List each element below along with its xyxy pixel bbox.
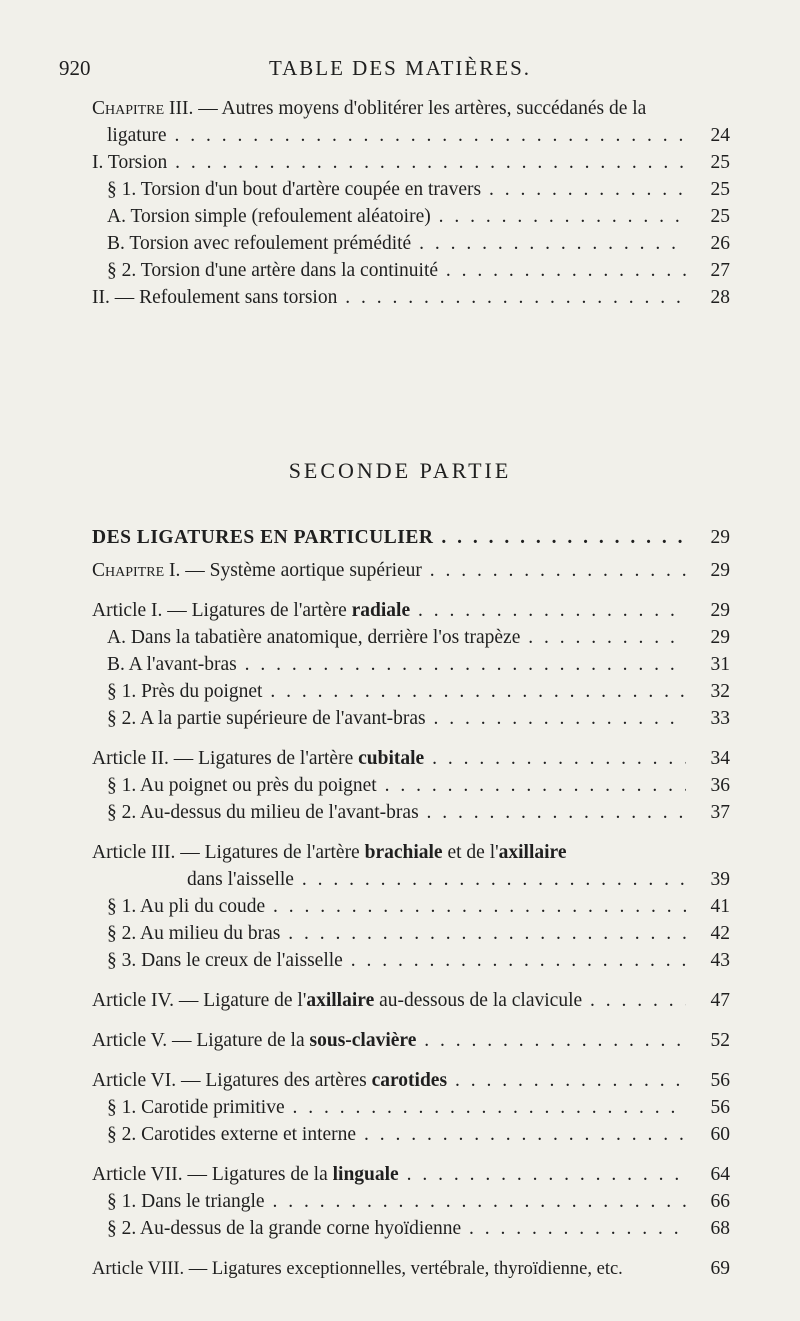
entry-text: A. Torsion simple (refoulement aléatoire) . . . [107, 204, 707, 230]
entry-text: II. — Refoulement sans torsion . . . [92, 285, 707, 311]
entry-text: ligature . . . [107, 123, 707, 149]
entry-page: 26 [686, 231, 730, 257]
entry-text: Article VII. — Ligatures de la [92, 1164, 333, 1185]
entry-page: 43 [686, 948, 730, 974]
entry-page: 56 [686, 1095, 730, 1121]
entry-text: Article I. — Ligatures de l'artère [92, 600, 352, 621]
entry-page: 68 [686, 1216, 730, 1242]
toc-entry [0, 894, 800, 920]
entry-page: 29 [686, 625, 730, 651]
artery-name: axillaire [498, 842, 567, 863]
entry-page: 37 [686, 800, 730, 826]
entry-text: A. Dans la tabatière anatomique, derrière l'os trapèze . . . [107, 625, 707, 651]
entry-text: § 1. Près du poignet . . . [107, 679, 707, 705]
entry-text: B. Torsion avec refoulement prémédité . . . [107, 231, 707, 257]
toc-entry [0, 1216, 800, 1242]
entry-text: § 2. Carotides externe et interne . . . [107, 1122, 707, 1148]
entry-text: § 3. Dans le creux de l'aisselle . . . [107, 948, 707, 974]
entry-text: § 1. Au poignet ou près du poignet . . . [107, 773, 707, 799]
toc-entry [0, 800, 800, 826]
entry-text: § 1. Torsion d'un bout d'artère coupée en travers . . . [107, 177, 707, 203]
artery-name: cubitale [358, 748, 425, 769]
part-title: SECONDE PARTIE [288, 458, 512, 483]
entry-page: 29 [686, 558, 730, 584]
entry-page: 24 [686, 123, 730, 149]
entry-text: au-dessous de la clavicule [374, 990, 583, 1011]
artery-name: axillaire [306, 990, 375, 1011]
toc-entry [0, 988, 800, 1014]
entry-page: 29 [686, 525, 730, 551]
entry-text: § 2. A la partie supérieure de l'avant-bras . . . [107, 706, 707, 732]
toc-entry [0, 177, 800, 203]
toc-entry [0, 96, 800, 122]
entry-page: 31 [686, 652, 730, 678]
artery-name: radiale [351, 600, 411, 621]
toc-entry [0, 598, 800, 624]
toc-entry [0, 1028, 800, 1054]
entry-text: § 1. Carotide primitive . . . [107, 1095, 707, 1121]
entry-page: 52 [686, 1028, 730, 1054]
toc-entry [0, 921, 800, 947]
entry-page: 39 [686, 867, 730, 893]
entry-page: 66 [686, 1189, 730, 1215]
entry-page: 56 [686, 1068, 730, 1094]
entry-page: 42 [686, 921, 730, 947]
chapter-label: Chapitre [92, 98, 165, 119]
chapter-label: Chapitre [92, 560, 165, 581]
toc-entry [0, 948, 800, 974]
entry-text: Article IV. — Ligature de l' [92, 990, 307, 1011]
entry-text: dans l'aisselle . . . [187, 867, 707, 893]
entry-page: 29 [686, 598, 730, 624]
artery-name: brachiale [364, 842, 443, 863]
toc-entry [0, 1162, 800, 1188]
entry-text: DES LIGATURES EN PARTICULIER . . . [92, 525, 707, 551]
entry-page: 34 [686, 746, 730, 772]
entry-text: § 1. Dans le triangle . . . [107, 1189, 707, 1215]
entry-text: I. — Système aortique supérieur [164, 560, 422, 581]
entry-text: III. — Autres moyens d'oblitérer les artères, succédanés de la [164, 98, 647, 119]
toc-entry [0, 652, 800, 678]
entry-page: 41 [686, 894, 730, 920]
artery-name: carotides [371, 1070, 448, 1091]
toc-entry [0, 773, 800, 799]
toc-entry [0, 867, 800, 893]
artery-name: linguale [332, 1164, 399, 1185]
entry-page: 28 [686, 285, 730, 311]
page-number: 920 [59, 56, 91, 80]
toc-entry [0, 1095, 800, 1121]
entry-text: § 2. Au-dessus du milieu de l'avant-bras . . . [107, 800, 707, 826]
entry-text: § 2. Au milieu du bras . . . [107, 921, 707, 947]
toc-entry [0, 1256, 800, 1282]
artery-name: sous-clavière [309, 1030, 417, 1051]
entry-page: 25 [686, 204, 730, 230]
entry-text: I. Torsion . . . [92, 150, 707, 176]
entry-page: 69 [686, 1256, 730, 1282]
page-header [0, 56, 800, 80]
toc-entry [0, 706, 800, 732]
running-title: TABLE DES MATIÈRES. [268, 56, 532, 80]
toc-entry [0, 150, 800, 176]
entry-page: 64 [686, 1162, 730, 1188]
toc-entry [0, 1122, 800, 1148]
toc-entry [0, 1068, 800, 1094]
toc-entry [0, 231, 800, 257]
entry-text: et de l' [442, 842, 499, 863]
entry-text: Article VI. — Ligatures des artères [92, 1070, 372, 1091]
toc-entry [0, 840, 800, 866]
entry-text: Article V. — Ligature de la [92, 1030, 310, 1051]
entry-page: 47 [686, 988, 730, 1014]
toc-entry [0, 679, 800, 705]
entry-text: B. A l'avant-bras . . . [107, 652, 707, 678]
entry-page: 32 [686, 679, 730, 705]
entry-page: 25 [686, 150, 730, 176]
toc-entry [0, 123, 800, 149]
entry-text: § 2. Au-dessus de la grande corne hyoïdienne . . . [107, 1216, 707, 1242]
entry-page: 25 [686, 177, 730, 203]
toc-entry [0, 558, 800, 584]
toc-entry [0, 285, 800, 311]
entry-text: Article II. — Ligatures de l'artère [92, 748, 359, 769]
toc-entry [0, 1189, 800, 1215]
entry-page: 27 [686, 258, 730, 284]
entry-text: § 1. Au pli du coude . . . [107, 894, 707, 920]
entry-text: Article III. — Ligatures de l'artère [92, 842, 365, 863]
toc-entry [0, 258, 800, 284]
entry-page: 60 [686, 1122, 730, 1148]
toc-entry [0, 625, 800, 651]
entry-text: Article VIII. — Ligatures exceptionnelles, vertébrale, thyroïdienne, etc. [92, 1259, 623, 1279]
entry-text: § 2. Torsion d'une artère dans la continuité . . . [107, 258, 707, 284]
toc-entry [0, 746, 800, 772]
toc-entry [0, 525, 800, 551]
toc-entry [0, 204, 800, 230]
entry-page: 33 [686, 706, 730, 732]
entry-page: 36 [686, 773, 730, 799]
